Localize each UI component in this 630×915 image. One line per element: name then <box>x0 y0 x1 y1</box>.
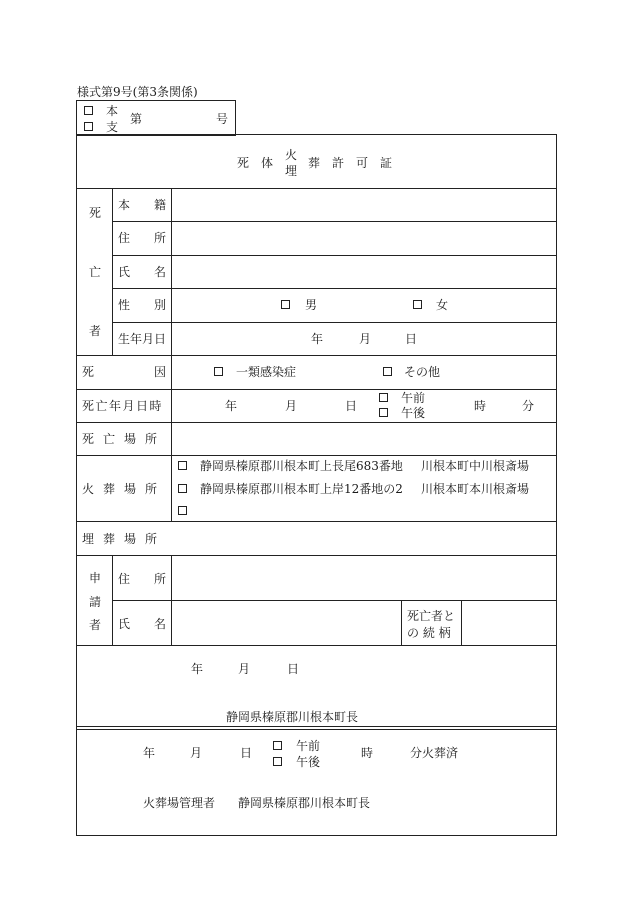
applicant-group-char-3: 者 <box>89 618 102 632</box>
checkbox-branch[interactable] <box>84 122 93 131</box>
crematorium-manager-label: 火葬場管理者 <box>143 796 216 810</box>
number-branch-label: 支 <box>106 120 119 134</box>
cremation-option1-address: 静岡県榛原郡川根本町上長尾683番地 <box>200 459 403 473</box>
deceased-name-label: 氏 名 <box>118 265 167 279</box>
male-label: 男 <box>305 298 318 312</box>
deceased-address-field[interactable] <box>172 222 556 254</box>
number-main-label: 本 <box>106 104 119 118</box>
number-go-label: 号 <box>216 112 229 126</box>
category1-infection-label: 一類感染症 <box>236 365 297 379</box>
issue-day-label: 日 <box>287 662 300 676</box>
checkbox-death-pm[interactable] <box>379 408 388 417</box>
title-maisou: 埋 <box>285 164 298 178</box>
honseki-label: 本 籍 <box>118 198 167 212</box>
number-dai-label: 第 <box>130 112 143 126</box>
birth-month-label: 月 <box>359 332 372 346</box>
death-month-label: 月 <box>285 399 298 413</box>
death-datetime-label: 死亡年月日時 <box>82 399 164 413</box>
checkbox-female[interactable] <box>413 300 422 309</box>
deceased-address-label: 住 所 <box>118 231 167 245</box>
completion-hour-label: 時 <box>361 746 374 760</box>
relation-label-line1: 死亡者と <box>407 609 456 623</box>
other-cause-label: その他 <box>404 365 441 379</box>
completion-month-label: 月 <box>190 746 203 760</box>
sex-label: 性 別 <box>118 298 167 312</box>
number-box <box>76 100 236 136</box>
death-hour-label: 時 <box>474 399 487 413</box>
cremation-option2-address: 静岡県榛原郡川根本町上岸12番地の2 <box>200 482 403 496</box>
applicant-address-label: 住 所 <box>118 572 167 586</box>
issue-year-label: 年 <box>191 662 204 676</box>
deceased-name-field[interactable] <box>172 256 556 288</box>
form-label: 様式第9号(第3条関係) <box>77 85 198 99</box>
cremation-done-label: 分火葬済 <box>410 746 459 760</box>
deceased-group-char-3: 者 <box>89 324 102 338</box>
death-year-label: 年 <box>225 399 238 413</box>
burial-place-field[interactable] <box>172 522 556 554</box>
title-kasou: 火 <box>285 148 298 162</box>
cause-label: 死 因 <box>82 365 167 379</box>
checkbox-category1-infection[interactable] <box>214 367 223 376</box>
honseki-field[interactable] <box>172 189 556 221</box>
completion-am-label: 午前 <box>296 739 321 753</box>
relation-field[interactable] <box>462 601 556 644</box>
completion-day-label: 日 <box>240 746 253 760</box>
birth-day-label: 日 <box>405 332 418 346</box>
deceased-group-char-1: 死 <box>89 206 102 220</box>
death-minute-label: 分 <box>522 399 535 413</box>
completion-pm-label: 午後 <box>296 755 321 769</box>
issue-month-label: 月 <box>238 662 251 676</box>
cremation-place-label: 火葬場所 <box>82 482 167 496</box>
applicant-name-label: 氏 名 <box>118 617 167 631</box>
burial-place-label: 埋葬場所 <box>82 532 167 546</box>
birth-year-label: 年 <box>311 332 324 346</box>
checkbox-death-am[interactable] <box>379 393 388 402</box>
checkbox-other-cause[interactable] <box>383 367 392 376</box>
completion-year-label: 年 <box>143 746 156 760</box>
checkbox-completion-am[interactable] <box>273 741 282 750</box>
death-place-field[interactable] <box>172 423 556 455</box>
death-day-label: 日 <box>345 399 358 413</box>
checkbox-cremation-honkawane[interactable] <box>178 484 187 493</box>
applicant-name-field[interactable] <box>172 601 400 644</box>
cremation-option1-name: 川根本町中川根斎場 <box>421 459 530 473</box>
checkbox-cremation-nakakawane[interactable] <box>178 461 187 470</box>
checkbox-cremation-other[interactable] <box>178 506 187 515</box>
female-label: 女 <box>436 298 449 312</box>
applicant-address-field[interactable] <box>172 556 556 599</box>
checkbox-completion-pm[interactable] <box>273 757 282 766</box>
death-am-label: 午前 <box>401 391 426 405</box>
death-place-label: 死亡場所 <box>82 432 167 446</box>
death-pm-label: 午後 <box>401 406 426 420</box>
applicant-group-char-1: 申 <box>89 571 102 585</box>
checkbox-main[interactable] <box>84 106 93 115</box>
title-right: 葬 許 可 証 <box>308 156 393 170</box>
relation-label-line2: の 続 柄 <box>407 626 451 640</box>
birthdate-label: 生年月日 <box>118 332 167 346</box>
applicant-group-char-2: 請 <box>89 595 102 609</box>
checkbox-male[interactable] <box>281 300 290 309</box>
title-left: 死 体 <box>237 156 274 170</box>
deceased-group-char-2: 亡 <box>89 265 102 279</box>
cremation-option2-name: 川根本町本川根斎場 <box>421 482 530 496</box>
issuer-name: 静岡県榛原郡川根本町長 <box>226 710 359 724</box>
crematorium-manager-name: 静岡県榛原郡川根本町長 <box>238 796 371 810</box>
